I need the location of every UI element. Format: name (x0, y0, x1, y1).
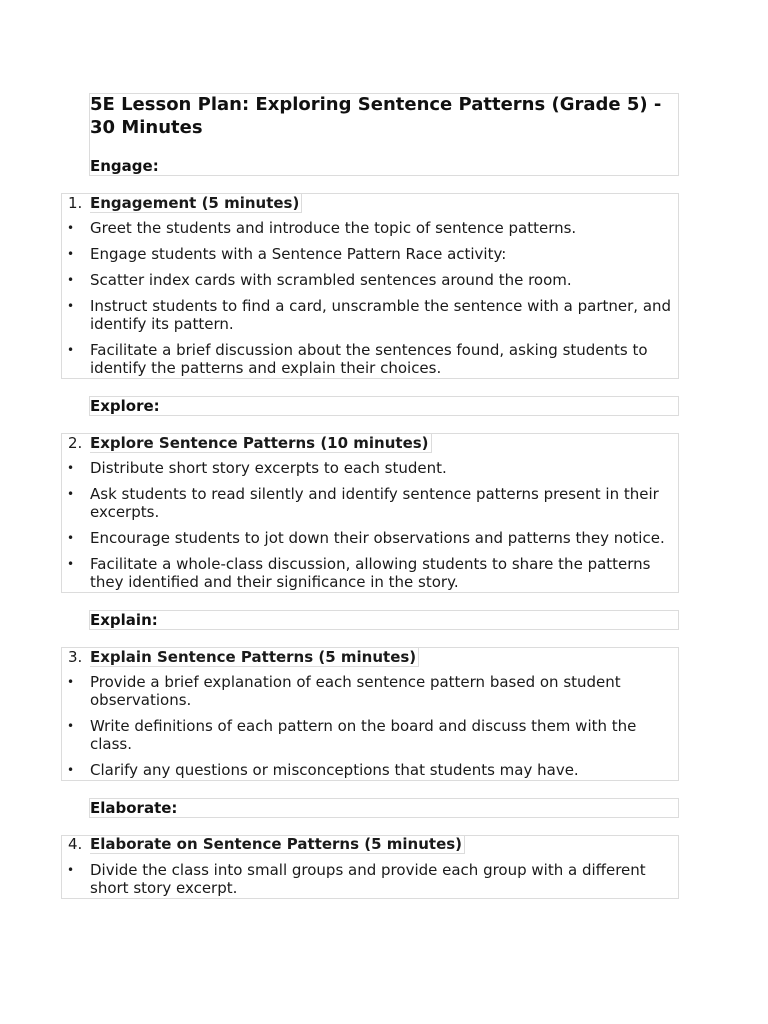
list-item-text: Engage students with a Sentence Pattern Race activity: (90, 245, 507, 263)
bullet-icon: • (67, 719, 75, 733)
list-number: 1. (68, 194, 83, 212)
bullet-icon: • (67, 531, 75, 545)
bullet-icon: • (67, 487, 75, 501)
section-heading-text: Engagement (5 minutes) (90, 194, 302, 213)
list-item-text: Divide the class into small groups and provide each group with a different short story excerpt. (90, 861, 646, 897)
list-item-text: Encourage students to jot down their observations and patterns they notice. (90, 529, 665, 547)
list-item-text: Greet the students and introduce the topic of sentence patterns. (90, 219, 577, 237)
section-label-box-elaborate (89, 798, 679, 818)
section-heading-text: Elaborate on Sentence Patterns (5 minutes) (90, 835, 465, 854)
list-item-text: Facilitate a whole-class discussion, allowing students to share the patterns they identified and their significance in the story. (90, 555, 651, 591)
section-label-box-explore (89, 396, 679, 416)
section-label-elaborate: Elaborate: (90, 799, 178, 817)
list-number: 4. (68, 835, 83, 853)
section-label-box-explain (89, 610, 679, 630)
list-item-text: Facilitate a brief discussion about the sentences found, asking students to identify the patterns and explain their choices. (90, 341, 648, 377)
bullet-icon: • (67, 221, 75, 235)
bullet-icon: • (67, 557, 75, 571)
list-number: 2. (68, 434, 83, 452)
list-item-text: Write definitions of each pattern on the board and discuss them with the class. (90, 717, 637, 753)
section-heading-text: Explore Sentence Patterns (10 minutes) (90, 434, 432, 453)
list-item-text: Scatter index cards with scrambled sentences around the room. (90, 271, 572, 289)
bullet-icon: • (67, 461, 75, 475)
section-heading-text: Explain Sentence Patterns (5 minutes) (90, 648, 419, 667)
bullet-icon: • (67, 273, 75, 287)
bullet-icon: • (67, 299, 75, 313)
list-item-text: Ask students to read silently and identify sentence patterns present in their excerpts. (90, 485, 659, 521)
list-number: 3. (68, 648, 83, 666)
bullet-icon: • (67, 675, 75, 689)
bullet-icon: • (67, 343, 75, 357)
bullet-icon: • (67, 763, 75, 777)
section-label-explore: Explore: (90, 397, 160, 415)
section-label-engage: Engage: (90, 157, 159, 175)
page-title: 5E Lesson Plan: Exploring Sentence Patterns (Grade 5) - 30 Minutes (90, 94, 662, 138)
section-label-explain: Explain: (90, 611, 158, 629)
list-item-text: Distribute short story excerpts to each student. (90, 459, 447, 477)
bullet-icon: • (67, 247, 75, 261)
list-item-text: Provide a brief explanation of each sentence pattern based on student observations. (90, 673, 621, 709)
list-item-text: Clarify any questions or misconceptions that students may have. (90, 761, 579, 779)
list-item-text: Instruct students to find a card, unscramble the sentence with a partner, and identify its pattern. (90, 297, 672, 333)
bullet-icon: • (67, 863, 75, 877)
